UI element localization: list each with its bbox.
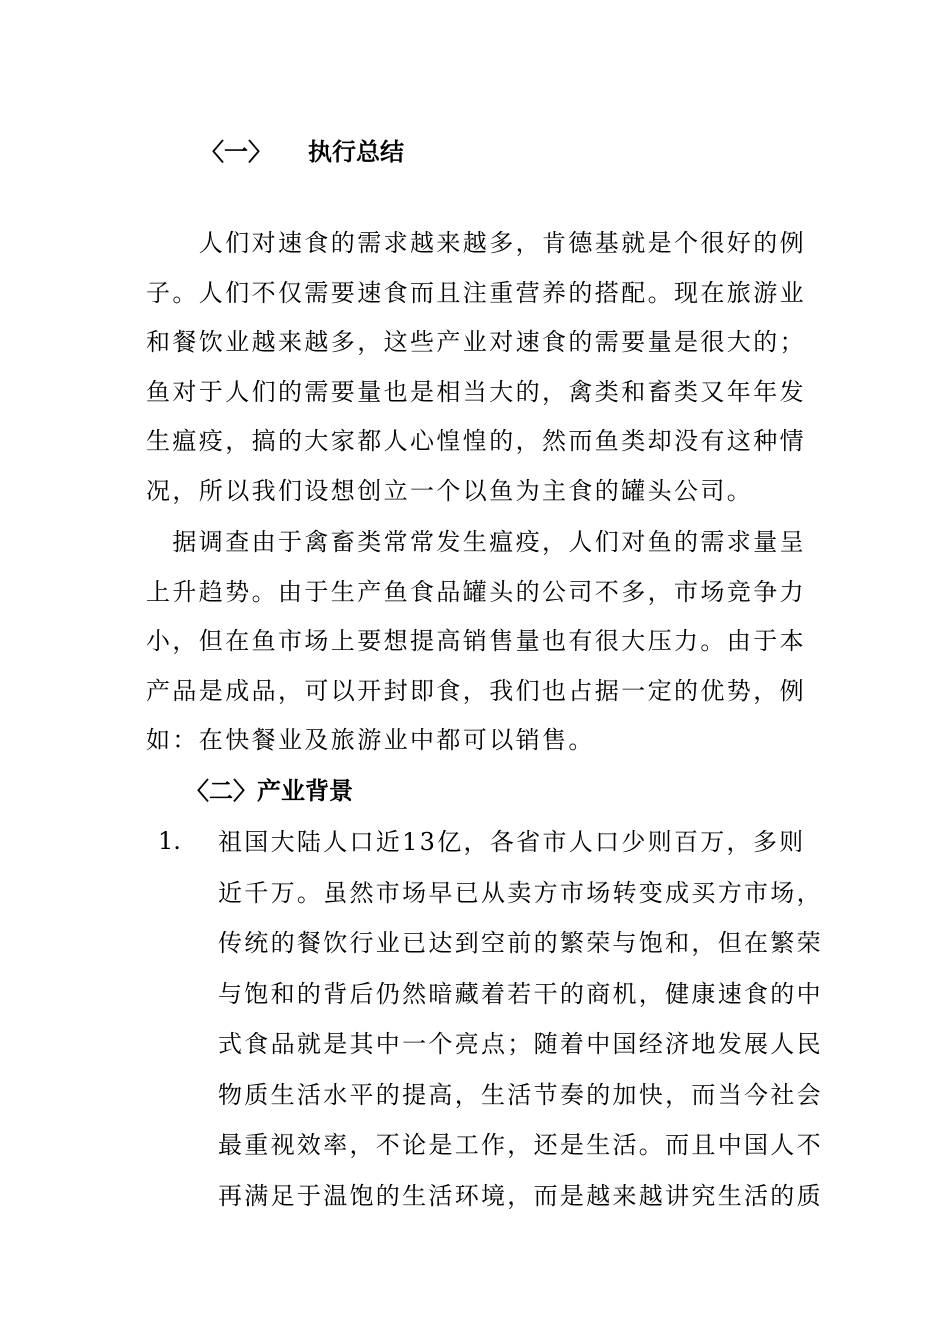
section-1-number: 〈一〉 — [200, 138, 272, 166]
list-item-number: 1. — [158, 827, 181, 855]
list-item-line: 再满足于温饱的生活环境，而是越来越讲究生活的质 — [218, 1181, 823, 1210]
executive-summary-paragraph-1 — [146, 219, 806, 516]
list-item-line: 祖国大陆人口近13亿，各省市人口少则百万，多则 — [218, 828, 806, 856]
executive-summary-paragraph-2 — [146, 518, 806, 766]
section-1-title: 执行总结 — [308, 138, 404, 166]
paragraph-line: 生瘟疫，搞的大家都人心惶惶的，然而鱼类却没有这种情 — [146, 427, 806, 455]
paragraph-line: 据调查由于禽畜类常常发生瘟疫，人们对鱼的需求量呈 — [146, 528, 806, 556]
paragraph-line: 小，但在鱼市场上要想提高销售量也有很大压力。由于本 — [146, 627, 806, 655]
list-item-line: 与饱和的背后仍然暗藏着若干的商机，健康速食的中 — [218, 979, 823, 1008]
paragraph-line: 如：在快餐业及旅游业中都可以销售。 — [146, 726, 595, 754]
paragraph-line: 子。人们不仅需要速食而且注重营养的搭配。现在旅游业 — [146, 278, 806, 307]
paragraph-line: 况，所以我们设想创立一个以鱼为主食的罐头公司。 — [146, 476, 754, 505]
list-item-line: 式食品就是其中一个亮点；随着中国经济地发展人民 — [218, 1030, 823, 1058]
paragraph-line: 产品是成品，可以开封即食，我们也占据一定的优势，例 — [146, 676, 806, 705]
list-item-line: 传统的餐饮行业已达到空前的繁荣与饱和，但在繁荣 — [218, 929, 823, 957]
paragraph-line: 人们对速食的需求越来越多，肯德基就是个很好的例 — [146, 229, 806, 257]
list-item-body — [218, 817, 823, 1221]
list-item-line: 物质生活水平的提高，生活节奏的加快，而当今社会 — [218, 1080, 823, 1109]
paragraph-line: 上升趋势。由于生产鱼食品罐头的公司不多，市场竞争力 — [146, 577, 806, 606]
list-item-line: 近千万。虽然市场早已从卖方市场转变成买方市场， — [218, 878, 823, 907]
section-2-title: 〈二〉产业背景 — [185, 777, 353, 805]
list-item-line: 最重视效率，不论是工作，还是生活。而且中国人不 — [218, 1131, 823, 1159]
paragraph-line: 和餐饮业越来越多，这些产业对速食的需要量是很大的； — [146, 328, 806, 356]
paragraph-line: 鱼对于人们的需要量也是相当大的，禽类和畜类又年年发 — [146, 377, 806, 406]
